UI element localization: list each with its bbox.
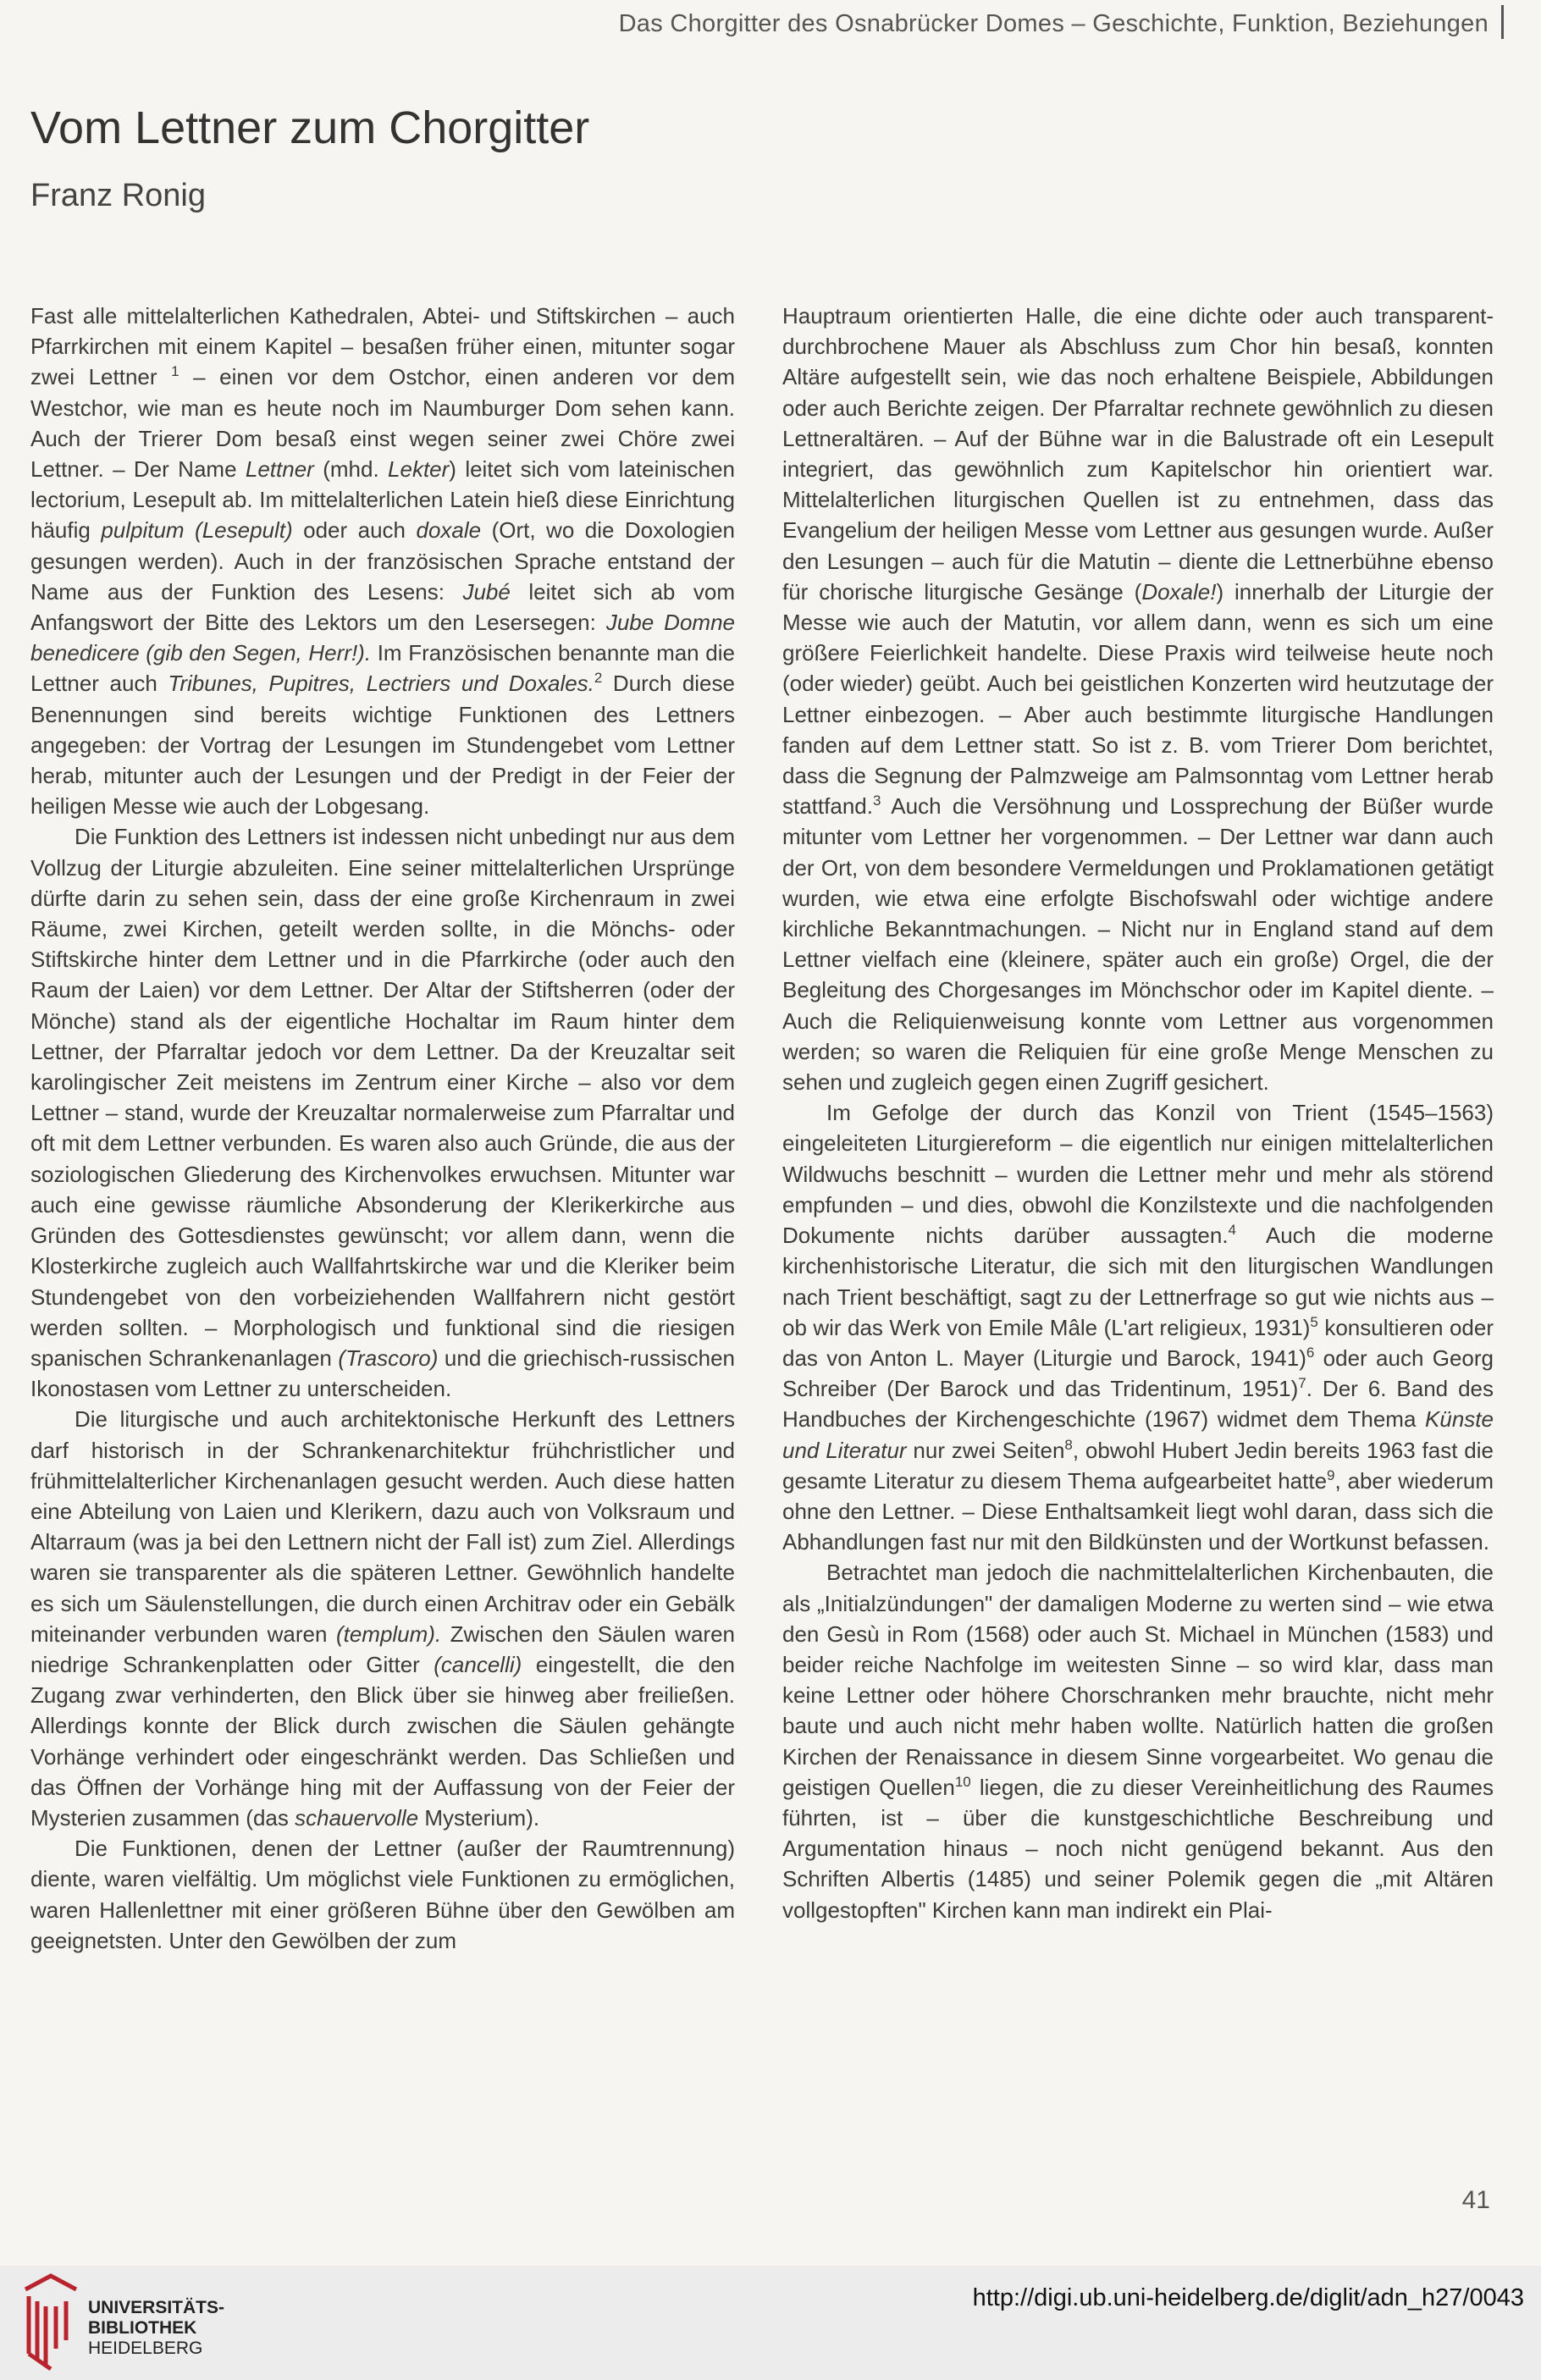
- footnote-ref: 10: [954, 1773, 971, 1790]
- article-author: Franz Ronig: [30, 178, 206, 213]
- article-title: Vom Lettner zum Chorgitter: [30, 102, 590, 153]
- header-rule: [1501, 5, 1504, 39]
- footnote-ref: 2: [594, 670, 603, 687]
- paragraph: Die Funktion des Lettners ist indessen nicht unbedingt nur aus dem Vollzug der Liturgie abzuleiten. Eine seiner mittelalterlichen Ursprünge dürfte darin zu sehen sein, dass der eine große Kirchenraum in zwei Räume, zwei Kirchen, geteilt werden sollte, in die Mönchs- oder Stiftskirche hinter dem Lettner und in die Pfarrkirche (oder auch den Raum der Laien) vor dem Lettner. Der Altar der Stiftsherren (oder der Mönche) stand als der eigentliche Hochaltar im Raum hinter dem Lettner, der Pfarraltar jedoch vor dem Lettner. Da der Kreuzaltar seit karolingischer Zeit meistens im Zentrum einer Kirche – also vor dem Lettner – stand, wurde der Kreuzaltar normalerweise zum Pfarraltar und oft mit dem Lettner verbunden. Es waren also auch Gründe, die aus der soziologischen Gliederung des Kirchenvolkes erwuchsen. Mitunter war auch eine gewisse räumliche Absonderung der Klerikerkirche aus Gründen des Gottesdienstes gewünscht; vor allem dann, wenn die Klosterkirche zugleich auch Wallfahrtskirche war und die Kleriker beim Stundengebet von den vorbeiziehenden Wallfahrern nicht gestört werden sollten. – Morphologisch und funktional sind die riesigen spanischen Schrankenanlagen (Trascoro) und die griechisch-russischen Ikonostasen vom Lettner zu unterscheiden.: [30, 824, 736, 1402]
- paragraph: Die liturgische und auch architektonische Herkunft des Lettners darf historisch in der Schrankenarchitektur frühchristlicher und frühmittelalterlicher Kirchenanlagen gesucht werden. Auch diese hatten eine Abteilung von Laien und Klerikern, dazu auch von Volksraum und Altarraum (was ja bei den Lettnern nicht der Fall ist) zum Ziel. Allerdings waren sie transparenter als die späteren Lettner. Gewöhnlich handelte es sich um Säulenstellungen, die durch einen Architrav oder ein Gebälk miteinander verbunden waren (templum). Zwischen den Säulen waren niedrige Schrankenplatten oder Gitter (cancelli) eingestellt, die den Zugang zwar verhinderten, den Blick über sie hinweg aber freiließen. Allerdings konnte der Blick durch zwischen die Säulen gehängte Vorhänge verhindert oder eingeschränkt werden. Das Schließen und das Öffnen der Vorhänge hing mit der Auffassung von der Feier der Mysterien zusammen (das schauervolle Mysterium).: [30, 1406, 736, 1831]
- right-column: [782, 301, 1494, 1925]
- footnote-ref: 4: [1228, 1222, 1237, 1239]
- page-number: 41: [1461, 2186, 1490, 2214]
- footnote-ref: 7: [1298, 1375, 1306, 1392]
- footnote-ref: 6: [1306, 1344, 1315, 1361]
- footnote-ref: 9: [1327, 1466, 1335, 1483]
- running-header: Das Chorgitter des Osnabrücker Domes – Geschichte, Funktion, Beziehungen: [618, 10, 1489, 37]
- left-column: [30, 301, 735, 1956]
- footnote-ref: 3: [872, 792, 881, 809]
- library-name: UNIVERSITÄTS- BIBLIOTHEK HEIDELBERG: [88, 2298, 225, 2358]
- paragraph: Im Gefolge der durch das Konzil von Trient (1545–1563) eingeleiteten Liturgiereform – die eigentlich nur einigen mittelalterlichen Wildwuchs beschnitt – wurden die Lettner mehr und mehr als störend empfunden – und dies, obwohl die Konzilstexte und die nachfolgenden Dokumente nichts darüber aussagten.$^4$ Auch die moderne kirchenhistorische Literatur, die sich mit den liturgischen Wandlungen nach Trient beschäftigt, sagt zu der Lettnerfrage so gut wie nichts aus – ob wir das Werk von Emile Mâle (L'art religieux, 1931)$^5$ konsultieren oder das von Anton L. Mayer (Liturgie und Barock, 1941)$^6$ oder auch Georg Schreiber (Der Barock und das Tridentinum, 1951)$^7$. Der 6. Band des Handbuches der Kirchengeschichte (1967) widmet dem Thema Künste und Literatur nur zwei Seiten$^8$, obwohl Hubert Jedin bereits 1963 fast die gesamte Literatur zu diesem Thema aufgearbeitet hatte$^9$, aber wiederum ohne den Lettner. – Diese Enthaltsamkeit liegt wohl daran, dass sich die Abhandlungen fast nur mit den Bildkünsten und der Wortkunst befassen.: [782, 1100, 1494, 1555]
- footnote-ref: 1: [171, 363, 180, 380]
- footnote-ref: 8: [1064, 1436, 1073, 1453]
- paragraph: Fast alle mittelalterlichen Kathedralen, Abtei- und Stiftskirchen – auch Pfarrkirchen mit einem Kapitel – besaßen früher einen, mitunter sogar zwei Lettner $^1$ – einen vor dem Ostchor, einen anderen vor dem Westchor, wie man es heute noch im Naumburger Dom sehen kann. Auch der Trierer Dom besaß einst wegen seiner zwei Chöre zwei Lettner. – Der Name Lettner (mhd. Lekter) leitet sich vom lateinischen lectorium, Lesepult ab. Im mittelalterlichen Latein hieß diese Einrichtung häufig pulpitum (Lesepult) oder auch doxale (Ort, wo die Doxologien gesungen werden). Auch in der französischen Sprache entstand der Name aus der Funktion des Lesens: Jubé leitet sich ab vom Anfangswort der Bitte des Lektors um den Lesersegen: Jube Domne benedicere (gib den Segen, Herr!). Im Französischen benannte man die Lettner auch Tribunes, Pupitres, Lectriers und Doxales.$^2$ Durch diese Benennungen sind bereits wichtige Funktionen des Lettners angegeben: der Vortrag der Lesungen im Stundengebet vom Lettner herab, mitunter auch der Lesungen und der Predigt in der Feier der heiligen Messe wie auch der Lobgesang.: [30, 303, 735, 820]
- paragraph: Die Funktionen, denen der Lettner (außer der Raumtrennung) diente, waren vielfältig. Um möglichst viele Funktionen zu ermöglichen, waren Hallenlettner mit einer größeren Bühne über den Gewölben am geeignetsten. Unter den Gewölben der zum: [30, 1836, 735, 1953]
- paragraph: Betrachtet man jedoch die nachmittelalterlichen Kirchenbauten, die als „Initialzündungen" der damaligen Moderne zu werten sind – wie etwa den Gesù in Rom (1568) oder auch St. Michael in München (1583) und beider reiche Nachfolge im weitesten Sinne – so wird klar, dass man keine Lettner oder höhere Chorschranken mehr brauchte, nicht mehr baute und auch nicht mehr haben wollte. Natürlich hatten die großen Kirchen der Renaissance in diesem Sinne vorgearbeitet. Wo genau die geistigen Quellen$^{10}$ liegen, die zu dieser Vereinheitlichung des Raumes führten, ist – über die kunstgeschichtliche Beschreibung und Argumentation hinaus – noch nicht genügend bekannt. Aus den Schriften Albertis (1485) und seiner Polemik gegen die „mit Altären vollgestopften" Kirchen kann man indirekt ein Plai-: [782, 1560, 1494, 1923]
- footnote-ref: 5: [1310, 1313, 1318, 1330]
- library-logo-icon: [17, 2272, 85, 2372]
- footer-band: [0, 2266, 1541, 2380]
- source-url-link[interactable]: http://digi.ub.uni-heidelberg.de/diglit/adn_h27/0043: [972, 2284, 1524, 2311]
- paragraph: Hauptraum orientierten Halle, die eine dichte oder auch transparent-durchbrochene Mauer als Abschluss zum Chor hin besaß, konnten Altäre aufgestellt sein, wie das noch erhaltene Beispiele, Abbildungen oder auch Berichte zeigen. Der Pfarraltar rechnete gewöhnlich zu diesen Lettneraltären. – Auf der Bühne war in die Balustrade oft ein Lesepult integriert, das gewöhnlich zum Kapitelschor hin orientiert war. Mittelalterlichen liturgischen Quellen ist zu entnehmen, dass das Evangelium der heiligen Messe vom Lettner aus gesungen wurde. Außer den Lesungen – auch für die Matutin – diente die Lettnerbühne ebenso für chorische liturgische Gesänge (Doxale!) innerhalb der Liturgie der Messe wie auch der Matutin, vor allem dann, wenn es sich um eine größere Feierlichkeit handelte. Diese Praxis wird teilweise heute noch (oder wieder) geübt. Auch bei geistlichen Konzerten wird heutzutage der Lettner einbezogen. – Aber auch bestimmte liturgische Handlungen fanden auf dem Lettner statt. So ist z. B. vom Trierer Dom berichtet, dass die Segnung der Palmzweige am Palmsonntag vom Lettner herab stattfand.$^3$ Auch die Versöhnung und Lossprechung der Büßer wurde mitunter vom Lettner her vorgenommen. – Der Lettner war dann auch der Ort, von dem besondere Vermeldungen und Proklamationen getätigt wurden, wie etwa eine erfolgte Bischofswahl oder wichtige andere kirchliche Bekanntmachungen. – Nicht nur in England stand auf dem Lettner vielfach eine (kleinere, später auch ein große) Orgel, die der Begleitung des Chorgesanges im Mönchschor oder im Kapitel diente. – Auch die Reliquienweisung konnte vom Lettner aus vorgenommen werden; so waren die Reliquien für eine große Menge Menschen zu sehen und zugleich gegen einen Zugriff gesichert.: [782, 303, 1494, 1096]
